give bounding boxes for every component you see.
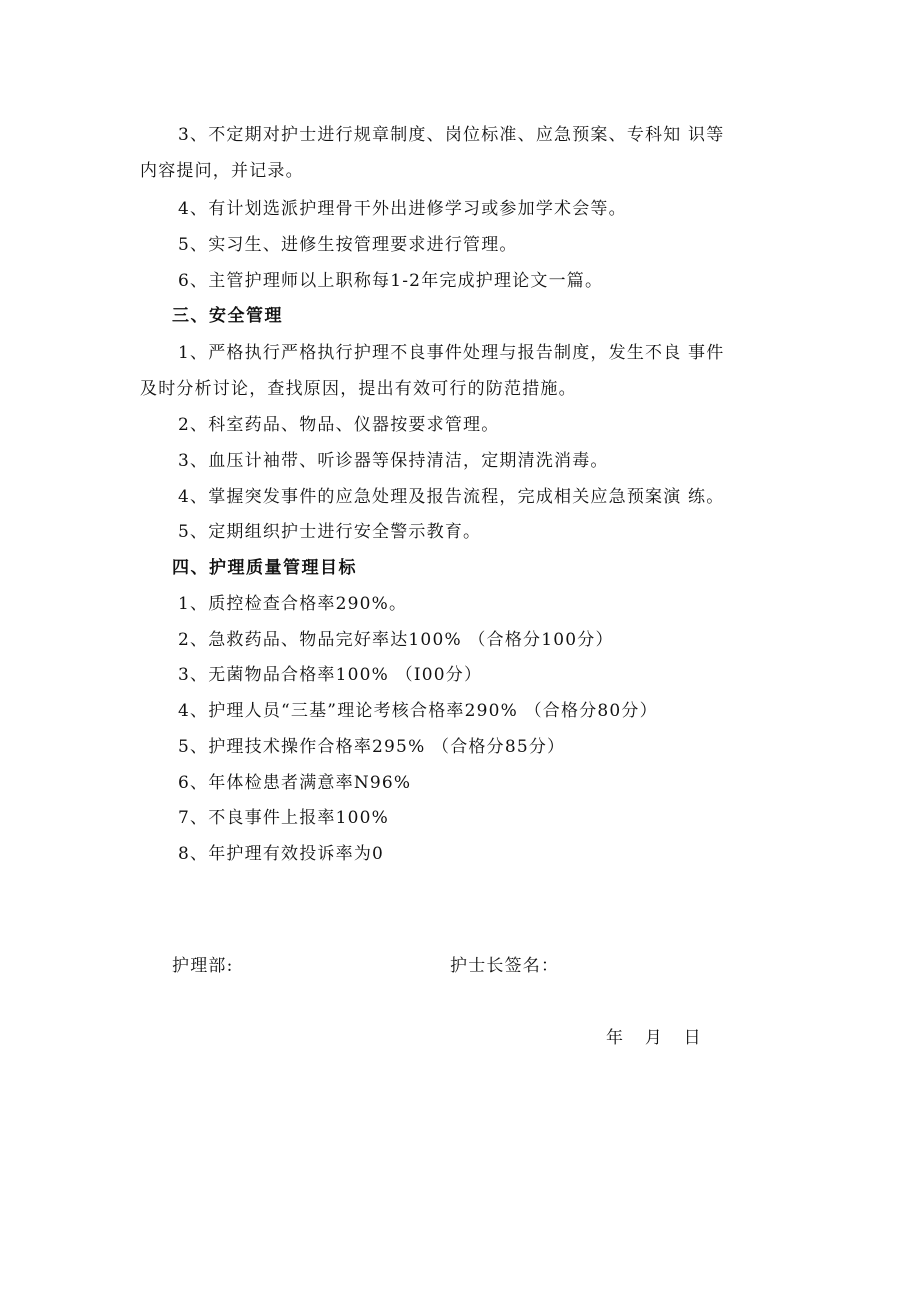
training-item-6: 6、主管护理师以上职称每1-2年完成护理论文一篇。: [178, 271, 604, 291]
safety-heading: 三、安全管理: [172, 306, 283, 326]
date-line: [606, 1027, 716, 1049]
quality-item: 3、无菌物品合格率100% （I00分）: [178, 665, 483, 685]
safety-item-2: 2、科室药品、物品、仪器按要求管理。: [178, 415, 500, 435]
training-item-3-line-1: 3、不定期对护士进行规章制度、岗位标准、应急预案、专科知 识等: [178, 125, 725, 145]
training-item-5: 5、实习生、进修生按管理要求进行管理。: [178, 235, 518, 255]
quality-item: 2、急救药品、物品完好率达100% （合格分100分）: [178, 630, 614, 650]
date-month: 月: [644, 1028, 664, 1048]
quality-item: 1、质控检查合格率290%。: [178, 594, 408, 614]
safety-item-4: 4、掌握突发事件的应急处理及报告流程，完成相关应急预案演 练。: [178, 487, 725, 507]
training-item-4: 4、有计划选派护理骨干外出进修学习或参加学术会等。: [178, 199, 627, 219]
date-day: 日: [683, 1028, 702, 1048]
training-item-3-line-2: 内容提问，并记录。: [140, 161, 304, 181]
safety-item-1-line-1: 1、严格执行严格执行护理不良事件处理与报告制度，发生不良 事件: [178, 343, 725, 363]
safety-item-5: 5、定期组织护士进行安全警示教育。: [178, 522, 482, 542]
quality-item: 5、护理技术操作合格率295% （合格分85分）: [178, 737, 566, 757]
safety-item-1-line-2: 及时分析讨论，查找原因，提出有效可行的防范措施。: [140, 379, 577, 399]
safety-item-3: 3、血压计袖带、听诊器等保持清洁，定期清洗消毒。: [178, 451, 609, 471]
nursing-dept-label: 护理部:: [172, 956, 234, 976]
quality-item: 7、不良事件上报率100%: [178, 808, 390, 828]
quality-item: 4、护理人员“三基”理论考核合格率290% （合格分80分）: [178, 701, 658, 721]
quality-item: 6、年体检患者满意率N96%: [178, 773, 412, 793]
head-nurse-signature-label: 护士长签名：: [450, 956, 560, 976]
quality-heading: 四、护理质量管理目标: [172, 558, 357, 578]
date-year: 年: [606, 1028, 625, 1048]
quality-item: 8、年护理有效投诉率为0: [178, 844, 385, 864]
